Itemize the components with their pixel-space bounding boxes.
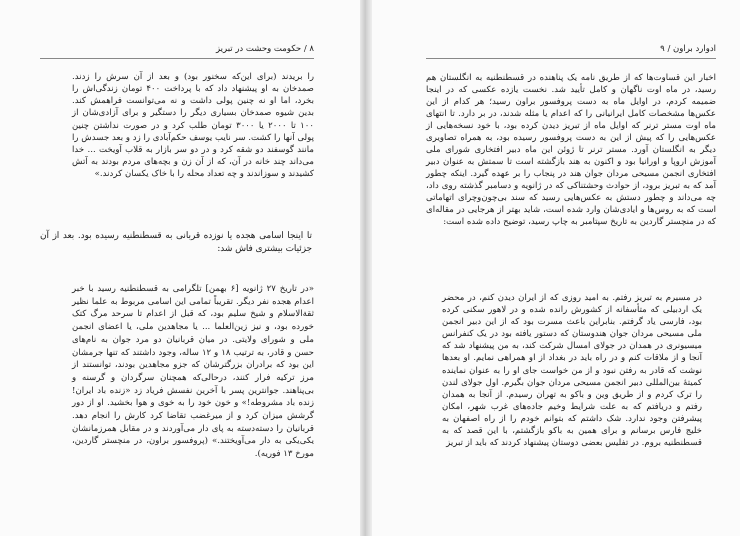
quote-text: در مسیرم به تبریز رفتم. به امید روزی که از ایران دیدن کنم، در محضر یک اردبیلی که متأسفانه از کشورش رانده شده و در لاهور سکنی کرده بود، فارسی یاد گرفتم. بنابراین باعث مسرت بود که از این دبیر انجمن ملی مسیحی مردان جوان هندوستان که دستور یافته بود در یک کنفرانس میسیونری در همدان در جولای امسال شرکت کند، به من پیشنهاد شد که آنجا و از ملاقات کنم و در راه باید در بغداد از او همراهی نمایم. او بعدها نوشت که قادر به رفتن نبود و از من خواست جای او را به عنوان نماینده کمیتهٔ بین‌المللی دبیر انجمن مسیحی مردان جوان بگیرم. اول جولای لندن را ترک کردم و از طریق وین و باکو به تهران رسیدم. از آنجا به همدان رفتم و دریافتم که به علت شرایط وخیم جاده‌های غرب شهر، امکان پیشرفتن وجود ندارد. شک داشتم که بتوانم خودم را از راه اصفهان به خلیج فارس برسانم و برای همین به باکو بازگشتم، با این قصد که به قسطنطنیه بروم. در تفلیس بعضی دوستان پیشنهاد کردند که باید از تبریز [442, 293, 702, 449]
quote-text: «در تاریخ ۲۷ ژانویه [۶ بهمن] تلگرامی به قسطنطنیه رسید با خبر اعدام هجده نفر دیگر. تقریباً تمامی این اسامی مربوط به علما نظیر ثقةالاسلام و شیخ سلیم بود، که قبل از اعدام تا سرحد مرگ کتک خورده بود، و نیز زین‌العلما ... یا مجاهدین ملی، یا اعضای انجمن ملی و شورای ولایتی. در میان قربانیان دو مرد جوان به نام‌های حسن و قادر، به ترتیب ۱۸ و ۱۲ ساله، وجود داشتند که تنها جرمشان این بود که برادران بزرگترشان که جزو مجاهدین بودند، توانستند از مرز ترکیه فرار کنند، درحالی‌که همچنان سرگردان و گرسنه و بی‌پناهند. جوانترین پسر با آخرین نفسش فریاد زد «زنده باد ایران! زنده باد مشروطه!» و خون خود را به خوی و هوا بخشید. او از دور گرشش میزان کرد و از میرغضب تقاضا کرد کارش را انجام دهد. قربانیان را دسته‌دسته به پای دار می‌آوردند و در مقابل همرزمانشان یکی‌یکی به دار می‌آویختند.» (پروفسور براون، در منچستر گاردین، مورخ ۱۳ فوریه). [72, 284, 314, 460]
quote-text: را بریدند (برای این‌که سخنور بود) و بعد از آن سرش را زدند. صمدخان به او پیشنهاد داد که با پرداخت ۴۰۰ تومان زندگی‌اش را بخرد، اما او نه چنین پولی داشت و نه می‌توانست فراهمش کند. بدین شیوه صمدخان بسیاری دیگر را دستگیر و برای آزادی‌شان از ۱۰۰ تا ۲۰۰۰ یا ۳۰۰۰ تومان طلب کرد و در صورت نداشتن چنین پولی آنها را کشت. سر نایب یوسف حکم‌آبادی را زد و بعد جسدش را مانند گوسفند دو شقه کرد و در دو سر بازار به قلاب آویخت ... خدا می‌داند چند خانه در آن، که از آن زن و بچه‌های مردم بودند به آتش کشیدند و سوزاندند و چه تعداد محله را با خاک یکسان کردند.» [72, 72, 314, 180]
quote-block [442, 292, 702, 449]
paragraph-text: تا اینجا اسامی هجده یا نوزده قربانی به قسطنطنیه رسیده بود. بعد از آن جزئیات بیشتری فاش شد: [40, 231, 312, 254]
running-head-right: ادوارد براون / ۹ [660, 44, 716, 54]
right-page [372, 0, 740, 536]
quote-block-top [72, 71, 314, 180]
left-page [0, 0, 360, 536]
body-paragraph [426, 72, 716, 228]
header-rule [426, 58, 716, 59]
running-head-left: ۸ / حکومت وحشت در تبریز [215, 44, 314, 54]
paragraph-text: اخبار این قساوت‌ها که از طریق نامه یک پناهنده در قسطنطنیه به انگلستان هم رسید، در ماه اوت ناگهان و کامل تأیید شد. نخست یازده عکسی که در اینجا ضمیمه کردم، در اوایل ماه به دست پروفسور براون رسید؛ هر کدام از این عکس‌ها مشخصات کامل ایرانیانی را که اعدام یا مثله شدند، در بر دارد. تا انتهای ماه اوت مستر ترنر که اوایل ماه از تبریز دیدن کرده بود، با خود نسخه‌هایی از عکس‌هایی را که پیش از این به دست پروفسور رسیده بود، به همراه تصاویری دیگر به انگلستان آورد. مستر ترنر تا ژوئن این ماه دبیر افتخاری شورای ملی آموزش اروپا و اورانیا بود و اکنون به هند بازگشته است تا سمتش به عنوان دبیر افتخاری انجمن مسیحی مردان جوان هند در پنجاب را بر عهده گیرد. اینکه چطور آمد که به تبریز برود، از حوادث وحشتناکی که در ژانویه و دسامبر گذشته روی داد، چه می‌داند و چطور دستش به عکس‌هایی رسید که سند بی‌چون‌وچرای اتهاماتی است که به روس‌ها و ایادی‌شان وارد شده است، شاید بهتر از هرجایی در مقاله‌ای که در منچستر گاردین به تاریخ سپتامبر به چاپ رسید، توضیح داده شده است: [426, 73, 716, 227]
narration-paragraph [40, 230, 312, 255]
header-rule [40, 58, 314, 59]
quote-block-bottom [72, 283, 314, 461]
book-gutter [360, 0, 372, 536]
